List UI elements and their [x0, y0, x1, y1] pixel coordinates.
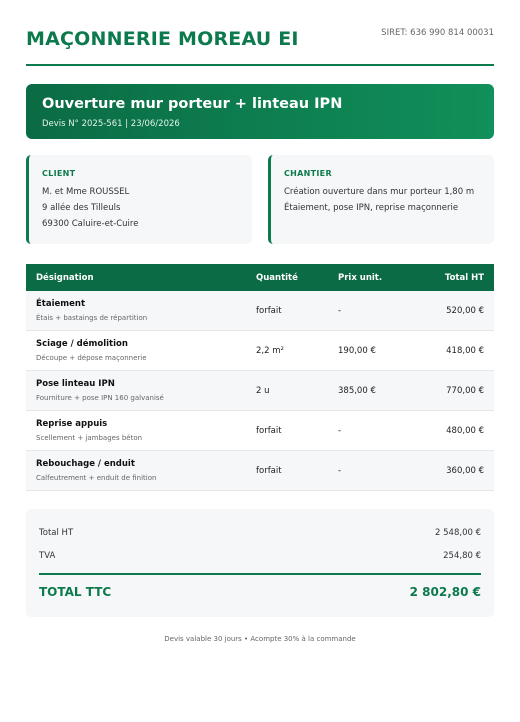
quote-table — [26, 264, 494, 491]
header-unit-price: Prix unit. — [338, 273, 383, 283]
footer-terms: Devis valable 30 jours • Acompte 30% à la commande — [164, 635, 356, 643]
table-header — [26, 264, 494, 291]
row-total: 480,00 € — [446, 426, 484, 436]
quote-title: Ouverture mur porteur + linteau IPN — [42, 96, 343, 112]
table-row — [26, 331, 494, 371]
quote-number-date: Devis N° 2025-561 | 23/06/2026 — [42, 119, 180, 129]
total-ht-value: 2 548,00 € — [435, 528, 481, 538]
table-row — [26, 371, 494, 411]
row-designation: Étaiement — [36, 299, 86, 309]
row-detail: Scellement + jambages béton — [36, 434, 143, 442]
row-detail: Fourniture + pose IPN 160 galvanisé — [36, 394, 164, 402]
table-row — [26, 411, 494, 451]
header-quantity: Quantité — [256, 273, 298, 283]
row-quantity: forfait — [256, 306, 282, 316]
tva-value: 254,80 € — [443, 551, 481, 561]
row-designation: Reprise appuis — [36, 419, 108, 429]
tva-label: TVA — [39, 551, 56, 561]
row-unit-price: - — [338, 426, 342, 436]
totals-panel — [26, 509, 494, 617]
client-label: CLIENT — [42, 169, 76, 178]
chantier-description: Création ouverture dans mur porteur 1,80 m — [284, 187, 475, 197]
row-total: 360,00 € — [446, 466, 484, 476]
totals-divider — [39, 573, 481, 575]
quote-banner — [26, 84, 494, 139]
row-unit-price: 385,00 € — [338, 386, 376, 396]
row-unit-price: 190,00 € — [338, 346, 376, 356]
header-designation: Désignation — [36, 273, 94, 283]
client-name: M. et Mme ROUSSEL — [42, 187, 130, 197]
client-city: 69300 Caluire-et-Cuire — [42, 219, 139, 229]
client-card — [26, 155, 252, 244]
row-designation: Pose linteau IPN — [36, 379, 115, 389]
total-ht-label: Total HT — [39, 528, 74, 538]
row-detail: Étais + bastaings de répartition — [36, 314, 148, 322]
row-quantity: forfait — [256, 426, 282, 436]
row-detail: Calfeutrement + enduit de finition — [36, 474, 157, 482]
table-row — [26, 291, 494, 331]
row-unit-price: - — [338, 466, 342, 476]
row-total: 418,00 € — [446, 346, 484, 356]
row-total: 770,00 € — [446, 386, 484, 396]
siret-number: SIRET: 636 990 814 00031 — [381, 28, 494, 38]
table-row — [26, 451, 494, 491]
chantier-details: Étaiement, pose IPN, reprise maçonnerie — [284, 203, 459, 213]
row-total: 520,00 € — [446, 306, 484, 316]
row-detail: Découpe + dépose maçonnerie — [36, 354, 147, 362]
total-ttc-label: TOTAL TTC — [39, 585, 112, 599]
chantier-card — [268, 155, 494, 244]
row-quantity: 2,2 m² — [256, 346, 284, 356]
row-designation: Rebouchage / enduit — [36, 459, 135, 469]
header-total: Total HT — [444, 273, 484, 283]
row-designation: Sciage / démolition — [36, 339, 128, 349]
row-unit-price: - — [338, 306, 342, 316]
row-quantity: 2 u — [256, 386, 270, 396]
company-name: MAÇONNERIE MOREAU EI — [26, 28, 299, 50]
client-street: 9 allée des Tilleuls — [42, 203, 121, 213]
chantier-label: CHANTIER — [284, 169, 332, 178]
document-header — [26, 26, 494, 66]
row-quantity: forfait — [256, 466, 282, 476]
total-ttc-value: 2 802,80 € — [409, 585, 481, 599]
